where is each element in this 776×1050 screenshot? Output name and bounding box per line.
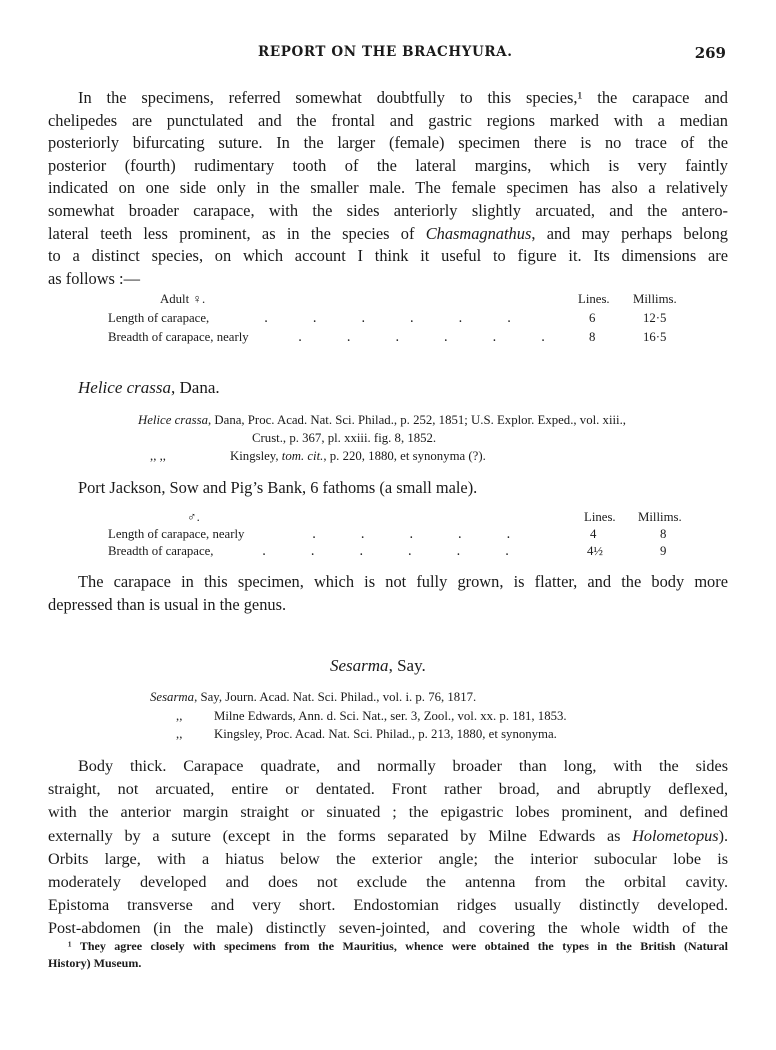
genus-author: , Say. bbox=[388, 656, 426, 675]
synonymy-line: Crust., p. 367, pl. xxiii. fig. 8, 1852. bbox=[252, 431, 437, 445]
dot-leader: . . . . . bbox=[312, 527, 511, 542]
running-title: REPORT ON THE BRACHYURA. bbox=[258, 44, 513, 60]
text-segment: lateral teeth less prominent, as in the species of bbox=[48, 223, 426, 243]
genus-heading-sesarma bbox=[330, 656, 426, 676]
synonymy-line bbox=[138, 413, 626, 428]
text-line: as follows :— bbox=[48, 268, 140, 288]
citation-text: Kingsley, Proc. Acad. Nat. Sci. Philad., p. 213, 1880, et synonyma. bbox=[214, 727, 557, 741]
species-heading-helice bbox=[78, 378, 220, 398]
genus-name-italic: Holometopus bbox=[632, 826, 719, 845]
synonym-name: Sesarma bbox=[150, 690, 195, 704]
text-line: The carapace in this specimen, which is not fully grown, is flatter, and the body more bbox=[78, 572, 728, 591]
value-millims: 12·5 bbox=[643, 311, 667, 325]
citation-text: Milne Edwards, Ann. d. Sci. Nat., ser. 3, Zool., vol. xx. p. 181, 1853. bbox=[214, 709, 567, 723]
row-label: Breadth of carapace, bbox=[108, 544, 214, 558]
text-line: Orbits large, with a hiatus below the exterior angle; the interior subocular lobe is bbox=[48, 849, 728, 868]
column-header-millims: Millims. bbox=[633, 292, 677, 306]
text-line: chelipedes are punctulated and the frontal and gastric regions marked with a median bbox=[48, 110, 728, 130]
row-label: Length of carapace, bbox=[108, 311, 210, 325]
text-line: moderately developed and does not exclude the antenna from the orbital cavity. bbox=[48, 872, 728, 891]
synonym-name: Helice crassa bbox=[138, 413, 209, 427]
ditto-marks: ,, bbox=[176, 709, 183, 723]
ditto-marks: ,, bbox=[176, 727, 183, 741]
paragraph-genus-description bbox=[48, 755, 728, 941]
value-lines: 6 bbox=[589, 311, 596, 325]
citation-text: Kingsley, bbox=[230, 449, 282, 463]
ditto-marks: ,, ,, bbox=[150, 449, 166, 463]
row-label: Breadth of carapace, nearly bbox=[108, 330, 249, 344]
value-millims: 9 bbox=[660, 544, 667, 558]
text-segment: , and may perhaps belong bbox=[531, 223, 728, 243]
footnote-line: History) Museum. bbox=[48, 956, 142, 970]
species-author: , Dana. bbox=[171, 378, 220, 397]
value-lines: 4½ bbox=[587, 544, 603, 558]
citation-text: , Say, Journ. Acad. Nat. Sci. Philad., vol. i. p. 76, 1817. bbox=[194, 690, 477, 704]
species-name: Helice crassa bbox=[78, 378, 172, 397]
paragraph-carapace-note bbox=[48, 571, 728, 616]
value-lines: 8 bbox=[589, 330, 596, 344]
text-line: Epistoma transverse and very short. Endostomian ridges usually distinctly developed. bbox=[48, 896, 728, 915]
genus-name: Sesarma bbox=[330, 656, 389, 675]
column-header-millims: Millims. bbox=[638, 510, 682, 524]
paragraph-specimens bbox=[48, 87, 728, 290]
citation-italic: tom. cit. bbox=[281, 449, 324, 463]
locality-line: Port Jackson, Sow and Pig’s Bank, 6 fathoms (a small male). bbox=[78, 478, 478, 497]
column-header-lines: Lines. bbox=[584, 510, 616, 524]
running-header bbox=[0, 44, 776, 64]
synonymy-line bbox=[176, 727, 557, 742]
dot-leader: . . . . . . bbox=[298, 330, 546, 345]
text-line: depressed than is usual in the genus. bbox=[48, 594, 287, 614]
text-line: posterior (fourth) rudimentary tooth of the lateral margins, which is very faintly bbox=[48, 155, 728, 175]
synonymy-line bbox=[150, 690, 476, 705]
row-label: Length of carapace, nearly bbox=[108, 527, 245, 541]
text-line: with the anterior margin straight or sinuated ; the epigastric lobes prominent, and defined bbox=[48, 803, 728, 822]
text-line bbox=[48, 223, 728, 246]
dot-leader: . . . . . . bbox=[264, 311, 512, 326]
dot-leader: . . . . . . bbox=[262, 544, 510, 559]
text-line: straight, not arcuated, entire or dentated. Front rather broad, and abruptly deflexed, bbox=[48, 780, 728, 799]
text-line: somewhat broader carapace, with the sides anteriorly slightly arcuated, and the antero- bbox=[48, 200, 728, 220]
text-line bbox=[48, 825, 728, 848]
value-millims: 16·5 bbox=[643, 330, 667, 344]
text-segment: ). bbox=[718, 826, 728, 845]
citation-text: , Dana, Proc. Acad. Nat. Sci. Philad., p. 252, 1851; U.S. Explor. Exped., vol. xiii., bbox=[208, 413, 627, 427]
text-segment: externally by a suture (except in the forms separated by Milne Edwards as bbox=[48, 826, 633, 845]
text-line: In the specimens, referred somewhat doubtfully to this species,¹ the carapace and bbox=[78, 88, 728, 107]
footnote-line: ¹ They agree closely with specimens from the Mauritius, whence were obtained the types in the British (Natural bbox=[68, 939, 728, 953]
page-number: 269 bbox=[694, 44, 726, 62]
genus-name-italic: Chasmagnathus bbox=[425, 223, 532, 243]
value-millims: 8 bbox=[660, 527, 667, 541]
synonymy-line bbox=[176, 709, 567, 724]
column-header-lines: Lines. bbox=[578, 292, 610, 306]
text-line: indicated on one side only in the smaller male. The female specimen has also a relatively bbox=[48, 178, 728, 198]
synonymy-line bbox=[150, 449, 486, 464]
citation-text: , p. 220, 1880, et synonyma (?). bbox=[323, 449, 486, 463]
table-sex-label: ♂. bbox=[187, 510, 200, 524]
text-line: Body thick. Carapace quadrate, and normally broader than long, with the sides bbox=[78, 757, 728, 775]
text-line: posteriorly bifurcating suture. In the larger (female) specimen there is no trace of the bbox=[48, 133, 728, 153]
value-lines: 4 bbox=[590, 527, 597, 541]
text-line: to a distinct species, on which account I think it useful to figure it. Its dimensions are bbox=[48, 246, 728, 266]
table-sex-label: Adult ♀. bbox=[160, 292, 206, 306]
footnote bbox=[48, 938, 728, 972]
text-line: Post-abdomen (in the male) distinctly seven-jointed, and covering the whole width of the bbox=[48, 919, 728, 938]
